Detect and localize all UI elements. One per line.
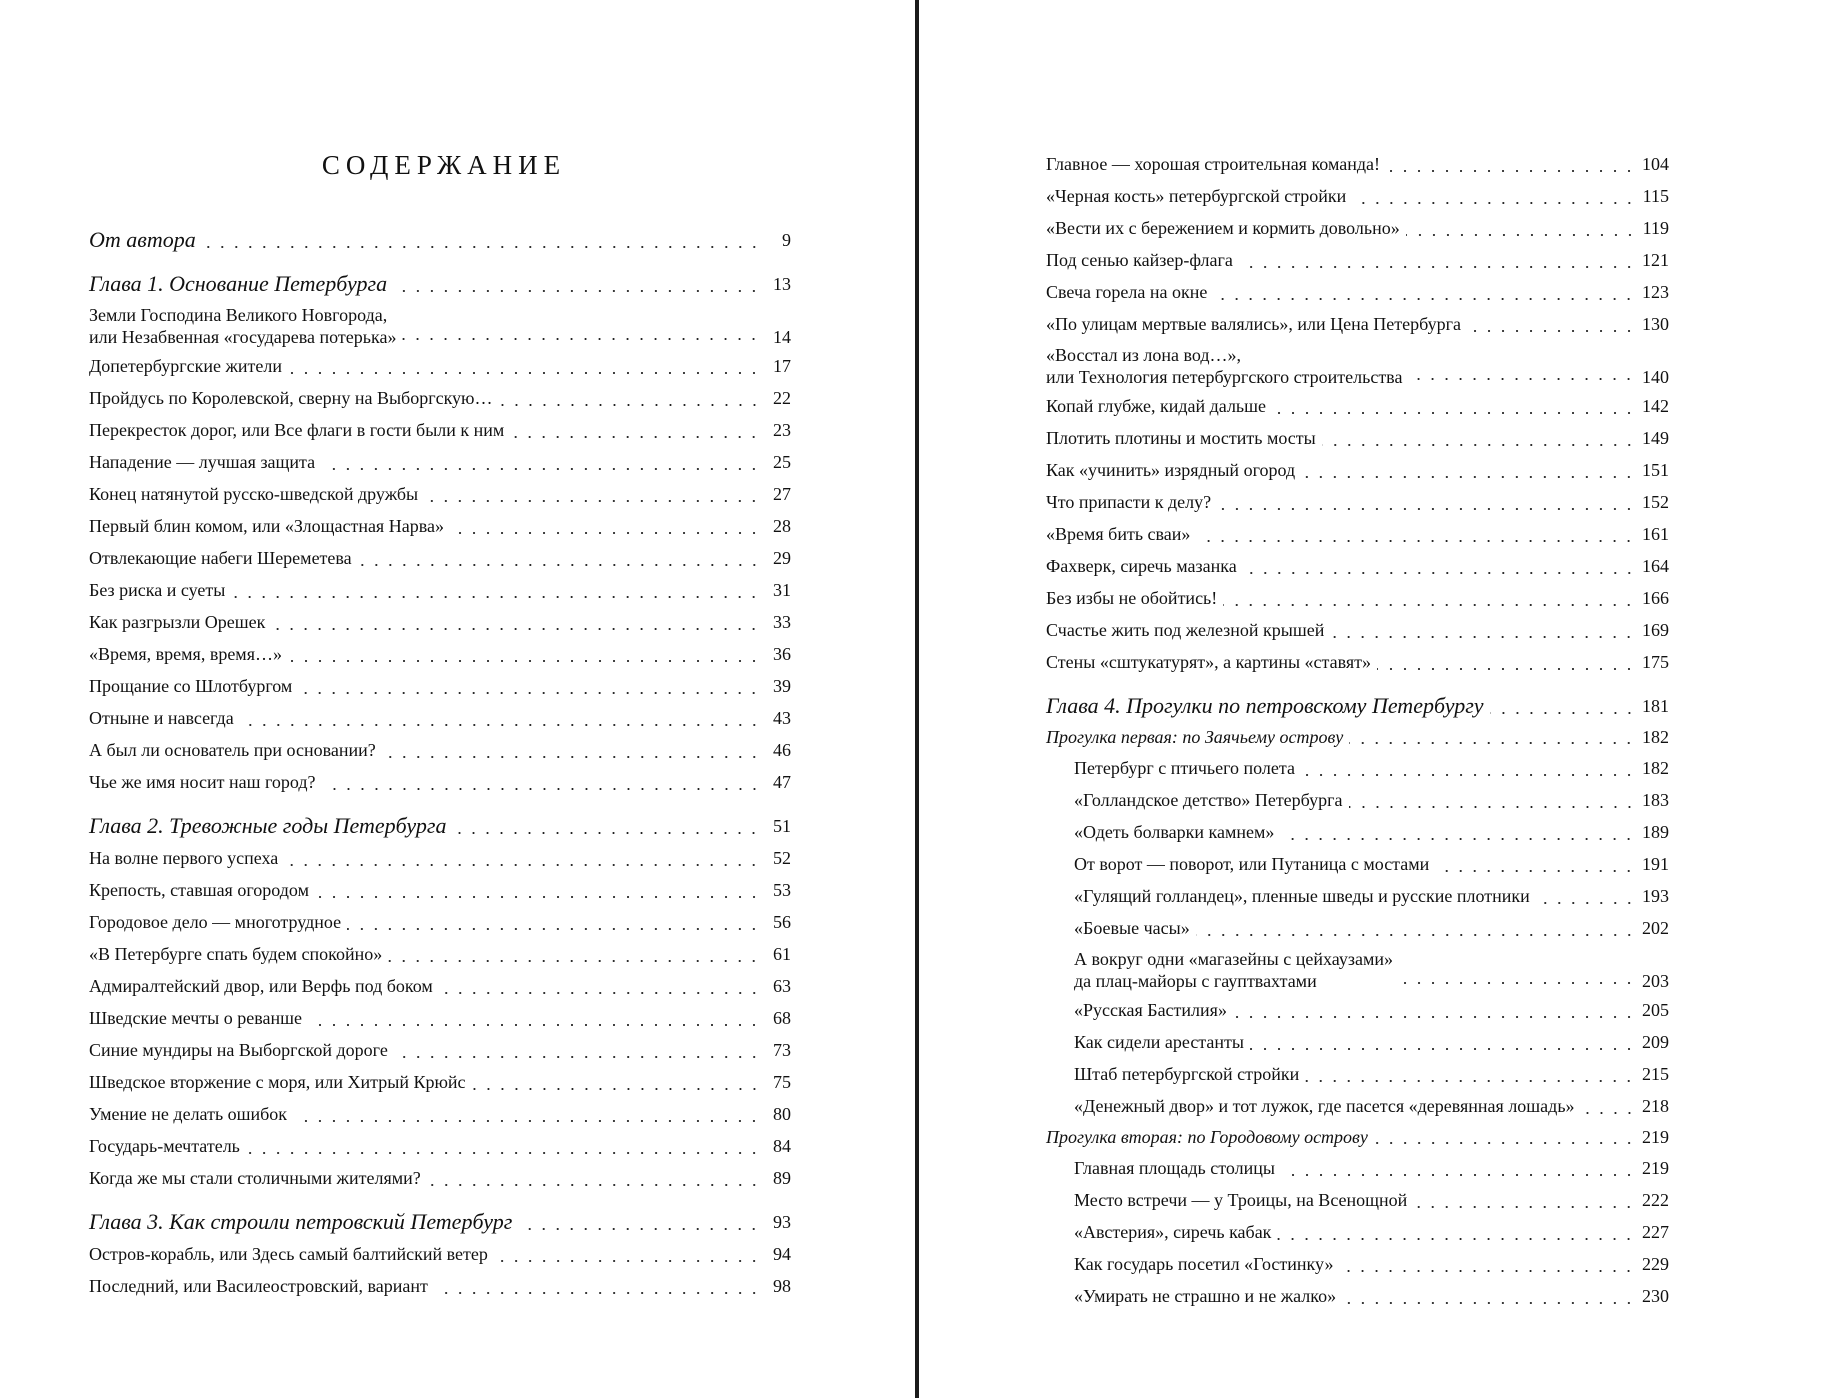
toc-entry [89,414,791,446]
toc-entry-title: «Голландское детство» Петербурга [1074,790,1343,810]
toc-entry-title: Шведское вторжение с моря, или Хитрый Крюйс [89,1072,466,1092]
toc-page-number: 75 [773,1072,791,1092]
toc-entry-title: «Время бить сваи» [1046,524,1191,544]
toc-page-number: 189 [1642,822,1669,842]
toc-page-number: 9 [782,230,791,250]
toc-entry-title: Как «учинить» изрядный огород [1046,460,1296,480]
left-page [0,0,917,1398]
toc-entry-title: «Умирать не страшно и не жалко» [1074,1286,1337,1306]
toc-entry-title: Чье же имя носит наш город? [89,772,316,792]
toc-entry [89,478,791,510]
toc-chapter-entry [89,1206,791,1238]
dot-leader [402,338,761,340]
toc-entry-title: Стены «сштукатурят», а картины «ставят» [1046,652,1372,672]
right-page [921,0,1844,1398]
toc-entry [1046,944,1669,994]
toc-page-number: 181 [1642,696,1669,716]
toc-entry [89,1098,791,1130]
dot-leader [1301,476,1636,478]
toc-page-number: 183 [1642,790,1669,810]
dot-leader [1217,508,1636,510]
toc-page-number: 61 [773,944,791,964]
dot-leader [382,756,761,758]
toc-entry [1046,148,1669,180]
toc-entry [1046,880,1669,912]
toc-entry-title: Место встречи — у Троицы, на Всенощной [1074,1190,1408,1210]
toc-chapter-entry [89,810,791,842]
dot-leader [439,992,761,994]
toc-page-number: 142 [1642,396,1669,416]
toc-page-number: 205 [1642,1000,1669,1020]
dot-leader [394,1056,761,1058]
toc-page-number: 13 [773,274,791,294]
toc-page-number: 230 [1642,1286,1669,1306]
toc-entry [89,446,791,478]
dot-leader [1352,202,1636,204]
toc-entry [1046,180,1669,212]
toc-entry-title: Когда же мы стали столичными жителями? [89,1168,421,1188]
toc-chapter-entry [89,268,791,300]
toc-entry-title: Главная площадь столицы [1074,1158,1275,1178]
toc-page-number: 31 [773,580,791,600]
dot-leader [288,372,761,374]
toc-entry [89,1162,791,1194]
toc-entry-title: Глава 2. Тревожные годы Петербурга [89,813,447,838]
toc-page-number: 52 [773,848,791,868]
dot-leader [1349,742,1636,744]
toc-page-number: 151 [1642,460,1669,480]
toc-chapter-entry [89,224,791,256]
toc-entry [89,874,791,906]
dot-leader [1374,1142,1636,1144]
toc-entry-title: От ворот — поворот, или Путаница с мостами [1074,854,1430,874]
dot-leader [322,788,761,790]
toc-entry [1046,994,1669,1026]
toc-entry [1046,912,1669,944]
toc-page-number: 46 [773,740,791,760]
toc-entry [89,510,791,542]
dot-leader [202,246,761,248]
toc-entry-title: От автора [89,227,196,252]
dot-leader [388,960,761,962]
toc-entry [1046,212,1669,244]
toc-entry-title: «Австерия», сиречь кабак [1074,1222,1272,1242]
toc-entry [89,1130,791,1162]
dot-leader [1349,806,1636,808]
toc-entry [1046,518,1669,550]
toc-page-number: 149 [1642,428,1669,448]
dot-leader [1339,1270,1636,1272]
dot-leader [298,692,761,694]
toc-entry-title: Нападение — лучшая защита [89,452,316,472]
toc-heading: СОДЕРЖАНИЕ [321,150,567,180]
toc-entry-title: Прогулка первая: по Заячьему острову [1046,727,1344,747]
toc-entry [89,606,791,638]
toc-entry-title: Как сидели арестанты [1074,1032,1244,1052]
toc-page-number: 17 [773,356,791,376]
dot-leader [284,864,761,866]
toc-entry [1046,276,1669,308]
toc-entry-title: Адмиралтейский двор, или Верфь под боком [89,976,433,996]
dot-leader [1239,266,1636,268]
dot-leader [1305,1080,1636,1082]
dot-leader [308,1024,761,1026]
dot-leader [1272,412,1636,414]
toc-entry [1046,1184,1669,1216]
toc-entry [89,906,791,938]
toc-page-number: 191 [1642,854,1669,874]
toc-entry [1046,422,1669,454]
toc-page-number: 229 [1642,1254,1669,1274]
toc-entry-title: Глава 3. Как строили петровский Петербург [89,1209,513,1234]
toc-page-number: 29 [773,548,791,568]
toc-page-number: 98 [773,1276,791,1296]
toc-page-number: 36 [773,644,791,664]
dot-leader [424,500,761,502]
toc-entry [1046,582,1669,614]
toc-entry [1046,454,1669,486]
toc-page-number: 25 [773,452,791,472]
toc-page-number: 219 [1642,1158,1669,1178]
dot-leader [347,928,761,930]
dot-leader [499,404,761,406]
toc-page-number: 209 [1642,1032,1669,1052]
toc-page-number: 169 [1642,620,1669,640]
dot-leader [1581,1112,1636,1114]
dot-leader [1281,1174,1636,1176]
toc-entry-title: Фахверк, сиречь мазанка [1046,556,1237,576]
toc-page-number: 130 [1642,314,1669,334]
toc-entry-title: Штаб петербургской стройки [1074,1064,1300,1084]
dot-leader [1213,298,1636,300]
toc-entry-title: Умение не делать ошибок [89,1104,288,1124]
dot-leader [288,660,761,662]
dot-leader [1406,234,1637,236]
dot-leader [1280,838,1636,840]
toc-entry [89,542,791,574]
toc-entry [1046,1248,1669,1280]
toc-page-number: 47 [773,772,791,792]
toc-entry [1046,816,1669,848]
toc-entry [89,670,791,702]
toc-page-number: 56 [773,912,791,932]
toc-list-left [89,224,791,1302]
dot-leader [315,896,761,898]
toc-page-number: 123 [1642,282,1669,302]
toc-entry [89,938,791,970]
toc-entry [89,766,791,798]
toc-entry-title: Отвлекающие набеги Шереметева [89,548,352,568]
toc-page-number: 202 [1642,918,1669,938]
toc-page-number: 104 [1642,154,1669,174]
toc-entry-title: Петербург с птичьего полета [1074,758,1295,778]
toc-page-number: 175 [1642,652,1669,672]
dot-leader [293,1120,761,1122]
dot-leader [434,1292,761,1294]
toc-entry [1046,1090,1669,1122]
dot-leader [1196,540,1636,542]
toc-page-number: 203 [1642,971,1669,991]
toc-entry [1046,1280,1669,1312]
toc-entry-title: Прощание со Шлотбургом [89,676,293,696]
toc-entry-title: Счастье жить под железной крышей [1046,620,1325,640]
toc-entry [1046,308,1669,340]
toc-entry-title: Синие мундиры на Выборгской дороге [89,1040,388,1060]
toc-list-right [1046,148,1669,1312]
dot-leader [1243,572,1636,574]
toc-page-number: 121 [1642,250,1669,270]
dot-leader [427,1184,761,1186]
toc-entry-title: «В Петербурге спать будем спокойно» [89,944,383,964]
dot-leader [472,1088,761,1090]
toc-entry-title: Крепость, ставшая огородом [89,880,309,900]
toc-page-number: 22 [773,388,791,408]
toc-entry [1046,486,1669,518]
toc-entry-title: «Денежный двор» и тот лужок, где пасется «деревянная лошадь» [1074,1096,1575,1116]
toc-chapter-entry [1046,690,1669,722]
toc-entry-title: Что припасти к делу? [1046,492,1212,512]
toc-entry [89,1002,791,1034]
toc-page-number: 39 [773,676,791,696]
toc-entry [1046,784,1669,816]
toc-page-number: 84 [773,1136,791,1156]
toc-page-number: 94 [773,1244,791,1264]
toc-entry [1046,390,1669,422]
toc-page-number: 166 [1642,588,1669,608]
toc-entry [89,350,791,382]
toc-entry-title: Земли Господина Великого Новгорода, или Незабвенная «государева потерька» [89,305,397,347]
dot-leader [1413,1206,1636,1208]
dot-leader [1408,378,1636,380]
toc-entry-title: Пройдусь по Королевской, сверну на Выборгскую… [89,388,493,408]
toc-page-number: 164 [1642,556,1669,576]
toc-page-number: 182 [1642,758,1669,778]
dot-leader [1277,1238,1636,1240]
dot-leader [358,564,761,566]
dot-leader [1330,636,1636,638]
toc-entry-title: Перекресток дорог, или Все флаги в гости были к ним [89,420,505,440]
toc-entry-title: Как государь посетил «Гостинку» [1074,1254,1334,1274]
toc-page-number: 115 [1642,186,1669,206]
dot-leader [231,596,761,598]
book-spine [915,0,919,1398]
toc-entry [1046,1058,1669,1090]
toc-entry [89,1034,791,1066]
toc-entry-title: Последний, или Василеостровский, вариант [89,1276,428,1296]
toc-entry-title: «Черная кость» петербургской стройки [1046,186,1347,206]
toc-page-number: 152 [1642,492,1669,512]
toc-page-number: 73 [773,1040,791,1060]
toc-entry [89,300,791,350]
toc-entry-title: Отныне и навсегда [89,708,234,728]
toc-entry-title: А был ли основатель при основании? [89,740,376,760]
toc-entry [1046,848,1669,880]
toc-page-number: 161 [1642,524,1669,544]
toc-page-number: 119 [1642,218,1669,238]
toc-subsection-entry [1046,722,1669,752]
toc-entry [1046,646,1669,678]
toc-entry [89,702,791,734]
toc-entry [89,574,791,606]
toc-entry-title: Глава 4. Прогулки по петровскому Петербургу [1046,693,1484,718]
toc-entry-title: Допетербургские жители [89,356,283,376]
toc-page-number: 63 [773,976,791,996]
dot-leader [321,468,761,470]
dot-leader [1322,444,1636,446]
dot-leader [450,532,761,534]
toc-page-number: 27 [773,484,791,504]
dot-leader [1301,774,1636,776]
toc-page-number: 140 [1642,367,1669,387]
toc-entry-title: А вокруг одни «магазейны с цейхаузами» да плац-майоры с гауптвахтами [1074,949,1393,991]
toc-entry-title: Плотить плотины и мостить мосты [1046,428,1316,448]
toc-page-number: 28 [773,516,791,536]
toc-entry-title: Копай глубже, кидай дальше [1046,396,1266,416]
dot-leader [246,1152,761,1154]
dot-leader [518,1228,761,1230]
toc-entry-title: «Восстал из лона вод…», или Технология петербургского строительства [1046,345,1403,387]
toc-page-number: 93 [773,1212,791,1232]
dot-leader [1196,934,1636,936]
toc-entry-title: Шведские мечты о реванше [89,1008,302,1028]
toc-entry-title: «Боевые часы» [1074,918,1190,938]
toc-page-number: 218 [1642,1096,1669,1116]
toc-entry [1046,1152,1669,1184]
toc-entry-title: Под сенью кайзер-флага [1046,250,1233,270]
toc-entry [89,1270,791,1302]
dot-leader [1386,170,1636,172]
toc-entry-title: Главное — хорошая строительная команда! [1046,154,1380,174]
dot-leader [1342,1302,1636,1304]
toc-entry-title: «По улицам мертвые валялись», или Цена Петербурга [1046,314,1461,334]
toc-entry-title: Как разгрызли Орешек [89,612,266,632]
toc-entry-title: Конец натянутой русско-шведской дружбы [89,484,419,504]
toc-entry-title: На волне первого успеха [89,848,279,868]
toc-entry [89,842,791,874]
toc-entry-title: «Гулящий голландец», пленные шведы и русские плотники [1074,886,1530,906]
toc-page-number: 222 [1642,1190,1669,1210]
dot-leader [1467,330,1636,332]
toc-entry [1046,752,1669,784]
toc-entry-title: Свеча горела на окне [1046,282,1208,302]
toc-page-number: 227 [1642,1222,1669,1242]
dot-leader [1435,870,1636,872]
toc-entry [1046,1026,1669,1058]
toc-entry [89,970,791,1002]
toc-entry [1046,614,1669,646]
toc-entry [1046,340,1669,390]
dot-leader [1536,902,1636,904]
toc-entry-title: Без риска и суеты [89,580,226,600]
toc-page-number: 23 [773,420,791,440]
dot-leader [1223,604,1636,606]
toc-entry [89,734,791,766]
toc-entry [1046,550,1669,582]
toc-entry [89,382,791,414]
dot-leader [1399,982,1636,984]
toc-page-number: 68 [773,1008,791,1028]
toc-entry [89,1066,791,1098]
toc-entry-title: «Одеть болварки камнем» [1074,822,1275,842]
toc-subsection-entry [1046,1122,1669,1152]
toc-entry-title: Глава 1. Основание Петербурга [89,271,388,296]
toc-page-number: 80 [773,1104,791,1124]
toc-entry [1046,1216,1669,1248]
toc-entry-title: Без избы не обойтись! [1046,588,1218,608]
toc-entry [89,638,791,670]
dot-leader [1233,1016,1636,1018]
dot-leader [494,1260,761,1262]
dot-leader [452,832,761,834]
toc-page-number: 51 [773,816,791,836]
toc-page-number: 53 [773,880,791,900]
toc-entry [1046,244,1669,276]
toc-entry-title: Городовое дело — многотрудное [89,912,342,932]
toc-entry-title: «Русская Бастилия» [1074,1000,1227,1020]
toc-page-number: 14 [773,327,791,347]
toc-page-number: 89 [773,1168,791,1188]
dot-leader [1377,668,1636,670]
toc-page-number: 33 [773,612,791,632]
toc-entry-title: Остров-корабль, или Здесь самый балтийский ветер [89,1244,488,1264]
toc-page-number: 219 [1642,1127,1669,1147]
toc-entry-title: «Время, время, время…» [89,644,282,664]
dot-leader [240,724,761,726]
dot-leader [271,628,761,630]
dot-leader [1250,1048,1636,1050]
toc-entry-title: «Вести их с бережением и кормить довольно» [1046,218,1400,238]
toc-entry-title: Прогулка вторая: по Городовому острову [1046,1127,1368,1147]
dot-leader [393,290,761,292]
toc-entry-title: Первый блин комом, или «Злощастная Нарва» [89,516,444,536]
toc-entry [89,1238,791,1270]
toc-page-number: 182 [1642,727,1669,747]
toc-page-number: 43 [773,708,791,728]
toc-entry-title: Государь-мечтатель [89,1136,240,1156]
toc-page-number: 193 [1642,886,1669,906]
toc-page-number: 215 [1642,1064,1669,1084]
dot-leader [510,436,761,438]
dot-leader [1490,712,1636,714]
